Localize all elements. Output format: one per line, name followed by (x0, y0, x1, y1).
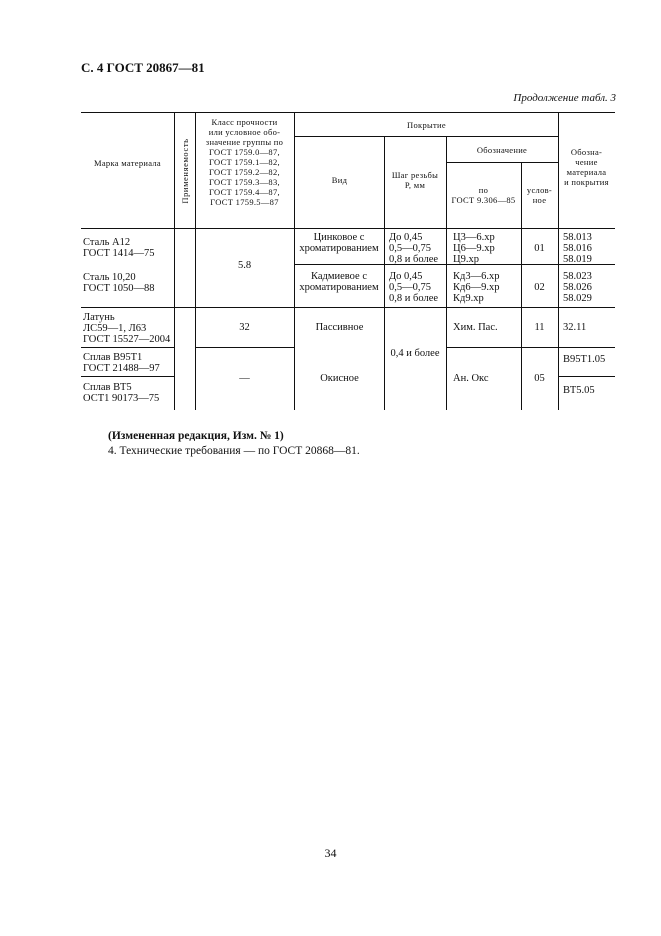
kind-line: Цинковое с (313, 232, 365, 243)
mat-line: 58.013 (563, 232, 592, 243)
requirements-note: 4. Технические требования — по ГОСТ 20868—81. (108, 445, 360, 457)
designation-header: Обозначение (476, 145, 528, 155)
row-rule-steel-brass (81, 307, 615, 308)
material-line: Сплав В95Т1 (83, 352, 143, 363)
pitch-line: До 0,45 (389, 232, 423, 243)
col-rule-pitch-right (446, 136, 447, 410)
mat-cadmium (563, 271, 592, 304)
mat-line: 58.026 (563, 282, 592, 293)
material-alloy-vt5 (83, 382, 159, 404)
by-gost-header (446, 185, 521, 205)
class-5-8: 5.8 (237, 260, 252, 271)
kind-line: хроматированием (299, 282, 379, 293)
material-line: ЛС59—1, Л63 (83, 323, 147, 334)
mat-vt5: ВТ5.05 (563, 385, 595, 396)
strength-class-line: значение группы по (205, 137, 284, 147)
thread-pitch-line: Шаг резьбы (391, 170, 439, 180)
designation-line: Ц3—6.хр (453, 232, 495, 243)
strength-class-line: ГОСТ 1759.0—87, (209, 147, 280, 157)
page-header: С. 4 ГОСТ 20867—81 (81, 60, 205, 75)
pitch-line: 0,5—0,75 (389, 282, 431, 293)
class-32: 32 (239, 322, 250, 333)
mat-zinc (563, 232, 592, 265)
coating-header: Покрытие (407, 120, 446, 130)
coating-table (81, 112, 615, 412)
table-top-rule (81, 112, 615, 113)
col-rule-applicability-left (174, 112, 175, 410)
designation-line: Кд9.хр (453, 293, 484, 304)
material-line: ГОСТ 15527—2004 (83, 334, 171, 345)
conditional-header (521, 185, 558, 205)
designation-line: Кд3—6.хр (453, 271, 500, 282)
material-designation-line: чение (575, 157, 598, 167)
strength-class-line: или условное обо- (208, 127, 281, 137)
kind-cadmium (287, 271, 391, 293)
material-line: Латунь (83, 312, 115, 323)
mat-b95: В95Т1.05 (563, 354, 606, 365)
pitch-common: 0,4 и более (390, 348, 440, 359)
coating-header-rule (295, 136, 558, 137)
strength-class-line: Класс прочности (211, 117, 278, 127)
row-rule-brass-alloy-right (196, 347, 294, 348)
by-gost-line: по (478, 185, 489, 195)
designation-line: Ц9.хр (453, 254, 479, 265)
designation-line: Кд6—9.хр (453, 282, 500, 293)
mat-line: 58.029 (563, 293, 592, 304)
conditional-line: ное (532, 195, 547, 205)
pitch-line: 0,5—0,75 (389, 243, 431, 254)
strength-class-line: ГОСТ 1759.5—87 (210, 197, 279, 207)
material-designation-line: материала (566, 167, 607, 177)
applicability-header: Применяемость (180, 138, 190, 204)
row-rule-brass-alloy-desig (446, 347, 615, 348)
thread-pitch-header (384, 170, 446, 190)
kind-header: Вид (331, 175, 348, 185)
class-dash: — (239, 373, 250, 384)
strength-class-line: ГОСТ 1759.2—82, (209, 167, 280, 177)
pitch-line: До 0,45 (389, 271, 423, 282)
kind-oxide: Окисное (320, 373, 359, 384)
material-steel-a12 (83, 237, 155, 259)
designation-oxide: Ан. Окс (453, 373, 489, 384)
material-line: Сплав ВТ5 (83, 382, 132, 393)
amendment-note: (Измененная редакция, Изм. № 1) (108, 430, 284, 442)
designation-zinc (453, 232, 495, 265)
page-number: 34 (324, 846, 337, 860)
strength-class-line: ГОСТ 1759.3—83, (209, 177, 280, 187)
row-rule-brass-alloy (81, 347, 174, 348)
mat-line: 58.019 (563, 254, 592, 265)
pitch-zinc (389, 232, 438, 265)
material-line: Сталь 10,20 (83, 272, 136, 283)
material-brass (83, 312, 170, 345)
mat-passive: 32.11 (563, 322, 587, 333)
pitch-line: 0,8 и более (389, 293, 439, 304)
mat-line: 58.016 (563, 243, 592, 254)
mat-line: 58.023 (563, 271, 592, 282)
material-alloy-b95t1 (83, 352, 160, 374)
strength-class-header (195, 117, 294, 207)
cond-zinc: 01 (534, 243, 545, 254)
designation-line: Ц6—9.хр (453, 243, 495, 254)
strength-class-line: ГОСТ 1759.1—82, (209, 157, 280, 167)
table-caption: Продолжение табл. 3 (513, 92, 616, 104)
by-gost-line: ГОСТ 9.306—85 (451, 195, 516, 205)
material-designation-line: Обозна- (570, 147, 603, 157)
thread-pitch-line: P, мм (404, 180, 426, 190)
material-line: ГОСТ 1050—88 (83, 283, 155, 294)
kind-passive: Пассивное (315, 322, 364, 333)
row-rule-b95-vt5-right (558, 376, 615, 377)
material-designation-header (558, 147, 615, 187)
material-line: ГОСТ 21488—97 (83, 363, 160, 374)
pitch-line: 0,8 и более (389, 254, 439, 265)
pitch-cadmium (389, 271, 438, 304)
conditional-line: услов- (526, 185, 553, 195)
strength-class-line: ГОСТ 1759.4—87, (209, 187, 280, 197)
kind-zinc (287, 232, 391, 254)
cond-cadmium: 02 (534, 282, 545, 293)
designation-cadmium (453, 271, 499, 304)
material-line: ГОСТ 1414—75 (83, 248, 155, 259)
header-bottom-rule (81, 228, 615, 229)
material-line: ОСТ1 90173—75 (83, 393, 160, 404)
row-rule-b95-vt5-left (81, 376, 174, 377)
designation-header-rule (446, 162, 558, 163)
material-designation-line: и покрытия (564, 177, 609, 187)
kind-line: Кадмиевое с (310, 271, 367, 282)
kind-line: хроматированием (299, 243, 379, 254)
cond-oxide: 05 (534, 373, 545, 384)
material-header: Марка материала (93, 158, 161, 168)
col-rule-class-right (294, 112, 295, 410)
cond-passive: 11 (534, 322, 545, 333)
designation-passive: Хим. Пас. (453, 322, 498, 333)
material-steel-10-20 (83, 272, 155, 294)
material-line: Сталь А12 (83, 237, 131, 248)
